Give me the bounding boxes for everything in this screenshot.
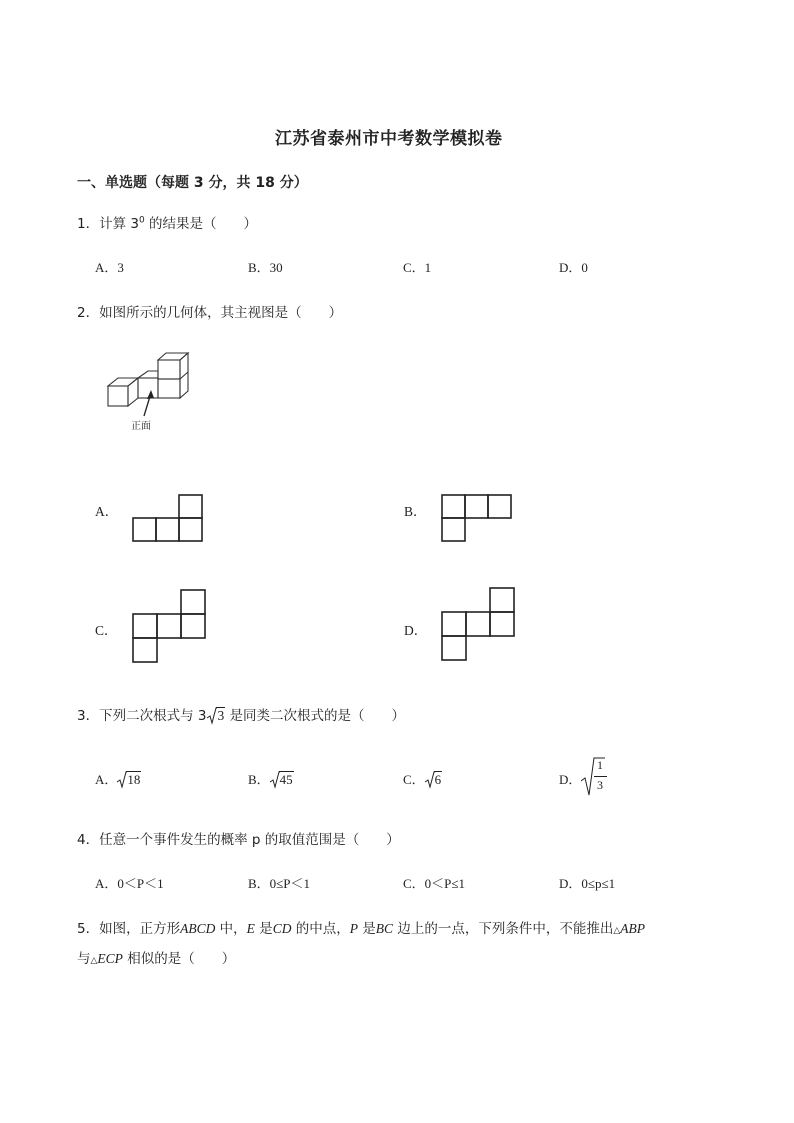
question-number: 4． [77, 832, 100, 848]
math-var: E [246, 921, 255, 936]
question-4 [77, 828, 400, 848]
math-var: ABP [620, 921, 646, 936]
sqrt-icon [270, 771, 280, 789]
sqrt-expression [425, 772, 443, 788]
radicand: 6 [434, 772, 442, 787]
triangle-symbol: △ [90, 956, 98, 966]
radicand: 18 [127, 772, 141, 787]
sqrt-expression [117, 772, 141, 788]
sqrt-icon [581, 757, 595, 797]
question-text: 的中点， [291, 921, 350, 937]
question-3 [77, 704, 405, 724]
question-text-tail: 的结果是（ ） [144, 216, 258, 232]
question-text: 是 [254, 921, 273, 937]
triangle-symbol: △ [613, 926, 621, 936]
question-text: 任意一个事件发生的概率 p 的取值范围是（ ） [99, 832, 400, 848]
option-a[interactable] [95, 769, 141, 788]
option-c[interactable] [403, 769, 442, 788]
question-text: 中， [215, 921, 247, 937]
option-c-view[interactable] [131, 589, 207, 663]
question-5-line-2 [77, 947, 235, 967]
option-label: B． [248, 772, 270, 787]
option-b[interactable]: B．30 [248, 260, 283, 275]
question-text: 下列二次根式与 3 [99, 708, 207, 724]
exponent: 0 [138, 215, 145, 226]
option-b[interactable] [248, 769, 294, 788]
option-label: C． [403, 772, 425, 787]
option-a[interactable]: A．0＜P＜1 [95, 876, 164, 891]
option-b-view[interactable] [441, 494, 513, 544]
question-text: 如图，正方形 [99, 921, 181, 937]
math-var: ABCD [180, 921, 216, 936]
option-label: D． [559, 772, 582, 787]
sqrt-icon [117, 771, 127, 789]
question-5 [77, 917, 645, 937]
fraction-denominator: 3 [597, 778, 603, 792]
radicand: 3 [217, 708, 225, 723]
radicand: 45 [279, 772, 293, 787]
option-d[interactable]: D．0 [559, 260, 588, 275]
question-number: 2． [77, 305, 100, 321]
question-1 [77, 212, 257, 232]
option-d-view[interactable] [441, 587, 517, 661]
math-var: BC [375, 921, 394, 936]
option-c[interactable]: C．0＜P≤1 [403, 876, 466, 891]
question-text: 是 [358, 921, 376, 937]
sqrt-expression [207, 708, 225, 724]
question-text: 相似的是（ ） [122, 951, 236, 967]
question-2 [77, 301, 342, 321]
sqrt-expression [270, 772, 294, 788]
option-c[interactable]: C．1 [403, 260, 432, 275]
fraction-numerator: 1 [597, 758, 603, 772]
question-number: 1． [77, 216, 100, 232]
figure-label: 正面 [131, 421, 151, 432]
option-a-label[interactable]: A． [95, 504, 119, 519]
option-a[interactable]: A．3 [95, 260, 124, 275]
option-c-label[interactable]: C． [95, 623, 118, 638]
sqrt-icon [207, 707, 217, 725]
section-heading: 一、单选题（每题 3 分，共 18 分） [77, 175, 308, 191]
question-number: 3． [77, 708, 100, 724]
question-text: 计算 3 [99, 216, 139, 232]
page-title: 江苏省泰州市中考数学模拟卷 [275, 129, 503, 149]
math-var: ECP [97, 951, 123, 966]
question-text-tail: 是同类二次根式的是（ ） [225, 708, 406, 724]
question-text: 边上的一点，下列条件中，不能推出 [393, 921, 614, 937]
option-b[interactable]: B．0≤P＜1 [248, 876, 311, 891]
option-label: A． [95, 772, 118, 787]
question-number: 5． [77, 921, 100, 937]
math-var: P [349, 921, 358, 936]
option-d-label[interactable]: D． [404, 623, 428, 638]
question-text: 与 [77, 951, 91, 967]
option-a-view[interactable] [132, 494, 204, 542]
sqrt-icon [425, 771, 435, 789]
option-d[interactable]: D．0≤p≤1 [559, 876, 616, 891]
question-text: 如图所示的几何体，其主视图是（ ） [99, 305, 343, 321]
math-var: CD [272, 921, 292, 936]
fraction-bar [594, 776, 607, 777]
option-b-label[interactable]: B． [404, 504, 427, 519]
